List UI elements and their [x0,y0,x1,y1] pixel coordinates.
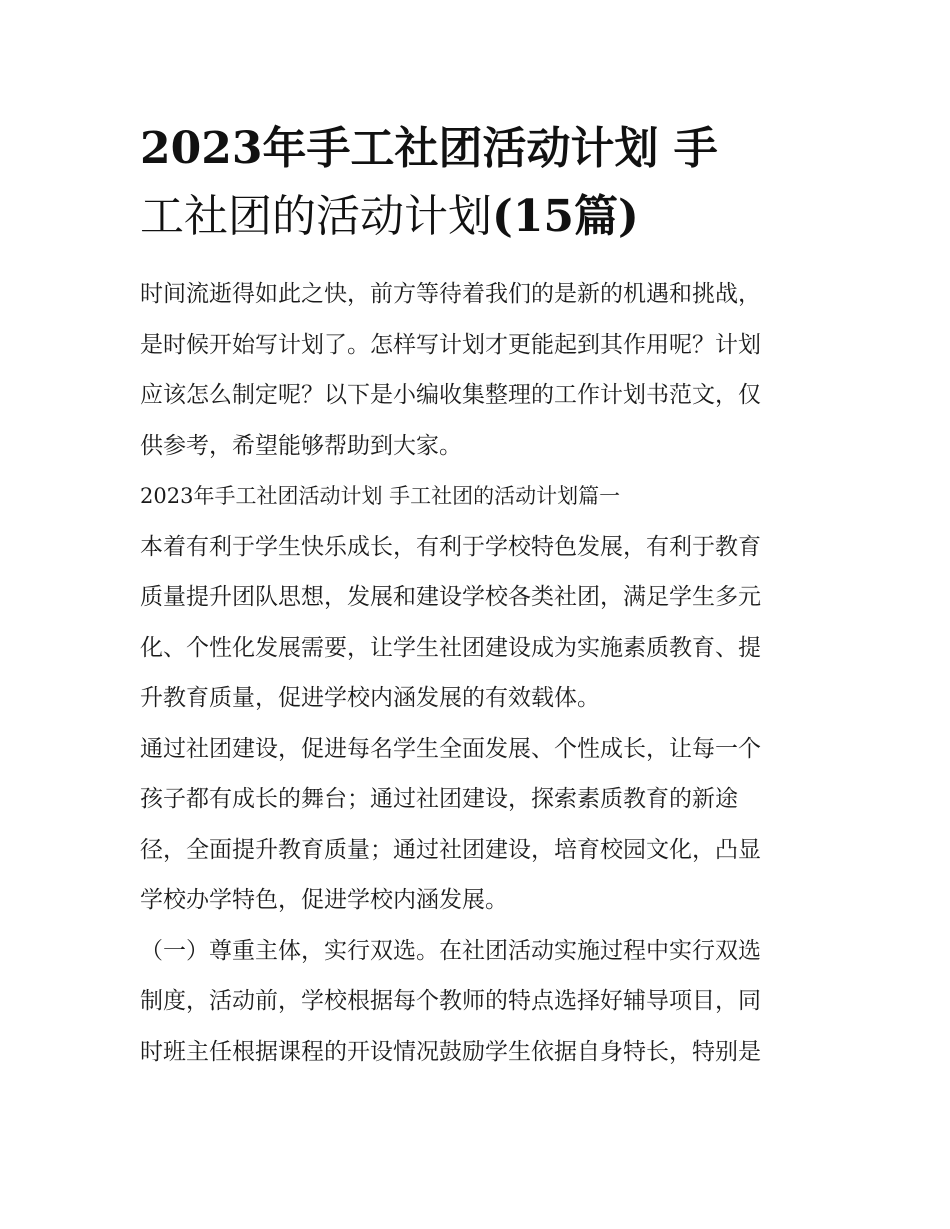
paragraph-line: 径，全面提升教育质量；通过社团建设，培育校园文化，凸显 [140,836,761,863]
paragraph-line: 化、个性化发展需要，让学生社团建设成为实施素质教育、提 [140,634,761,661]
title-line-2-count: (15篇) [492,191,639,242]
paragraph-line: 升教育质量，促进学校内涵发展的有效载体。 [140,685,600,711]
paragraph-line: 质量提升团队思想，发展和建设学校各类社团，满足学生多元 [140,584,761,610]
paragraph-line: 学校办学特色，促进学校内涵发展。 [140,887,508,913]
paragraph-line: 供参考，希望能够帮助到大家。 [140,432,462,459]
paragraph-line: 孩子都有成长的舞台；通过社团建设，探索素质教育的新途 [140,786,738,812]
paragraph-line: 是时候开始写计划了。怎样写计划才更能起到其作用呢？计划 [140,331,761,358]
paragraph-line: 应该怎么制定呢？以下是小编收集整理的工作计划书范文，仅 [140,382,761,408]
section-heading: 2023年手工社团活动计划 手工社团的活动计划篇一 [140,484,621,508]
title-line-1: 2023年手工社团活动计划 手 [140,123,718,174]
paragraph-line: 时间流逝得如此之快，前方等待着我们的是新的机遇和挑战， [140,281,761,307]
title-line-2-text: 工社团的活动计划 [140,191,492,242]
paragraph-line: 时班主任根据课程的开设情况鼓励学生依据自身特长，特别是 [140,1038,761,1065]
paragraph-line: 通过社团建设，促进每名学生全面发展、个性成长，让每一个 [140,735,761,762]
document-body [140,269,812,1077]
paragraph-line: （一）尊重主体，实行双选。在社团活动实施过程中实行双选 [140,937,761,964]
paragraph-line: 本着有利于学生快乐成长，有利于学校特色发展，有利于教育 [140,533,761,560]
paragraph-line: 制度，活动前，学校根据每个教师的特点选择好辅导项目，同 [140,988,761,1014]
document-title [140,115,812,251]
title-line-2 [140,183,812,251]
document-page [140,115,812,1077]
